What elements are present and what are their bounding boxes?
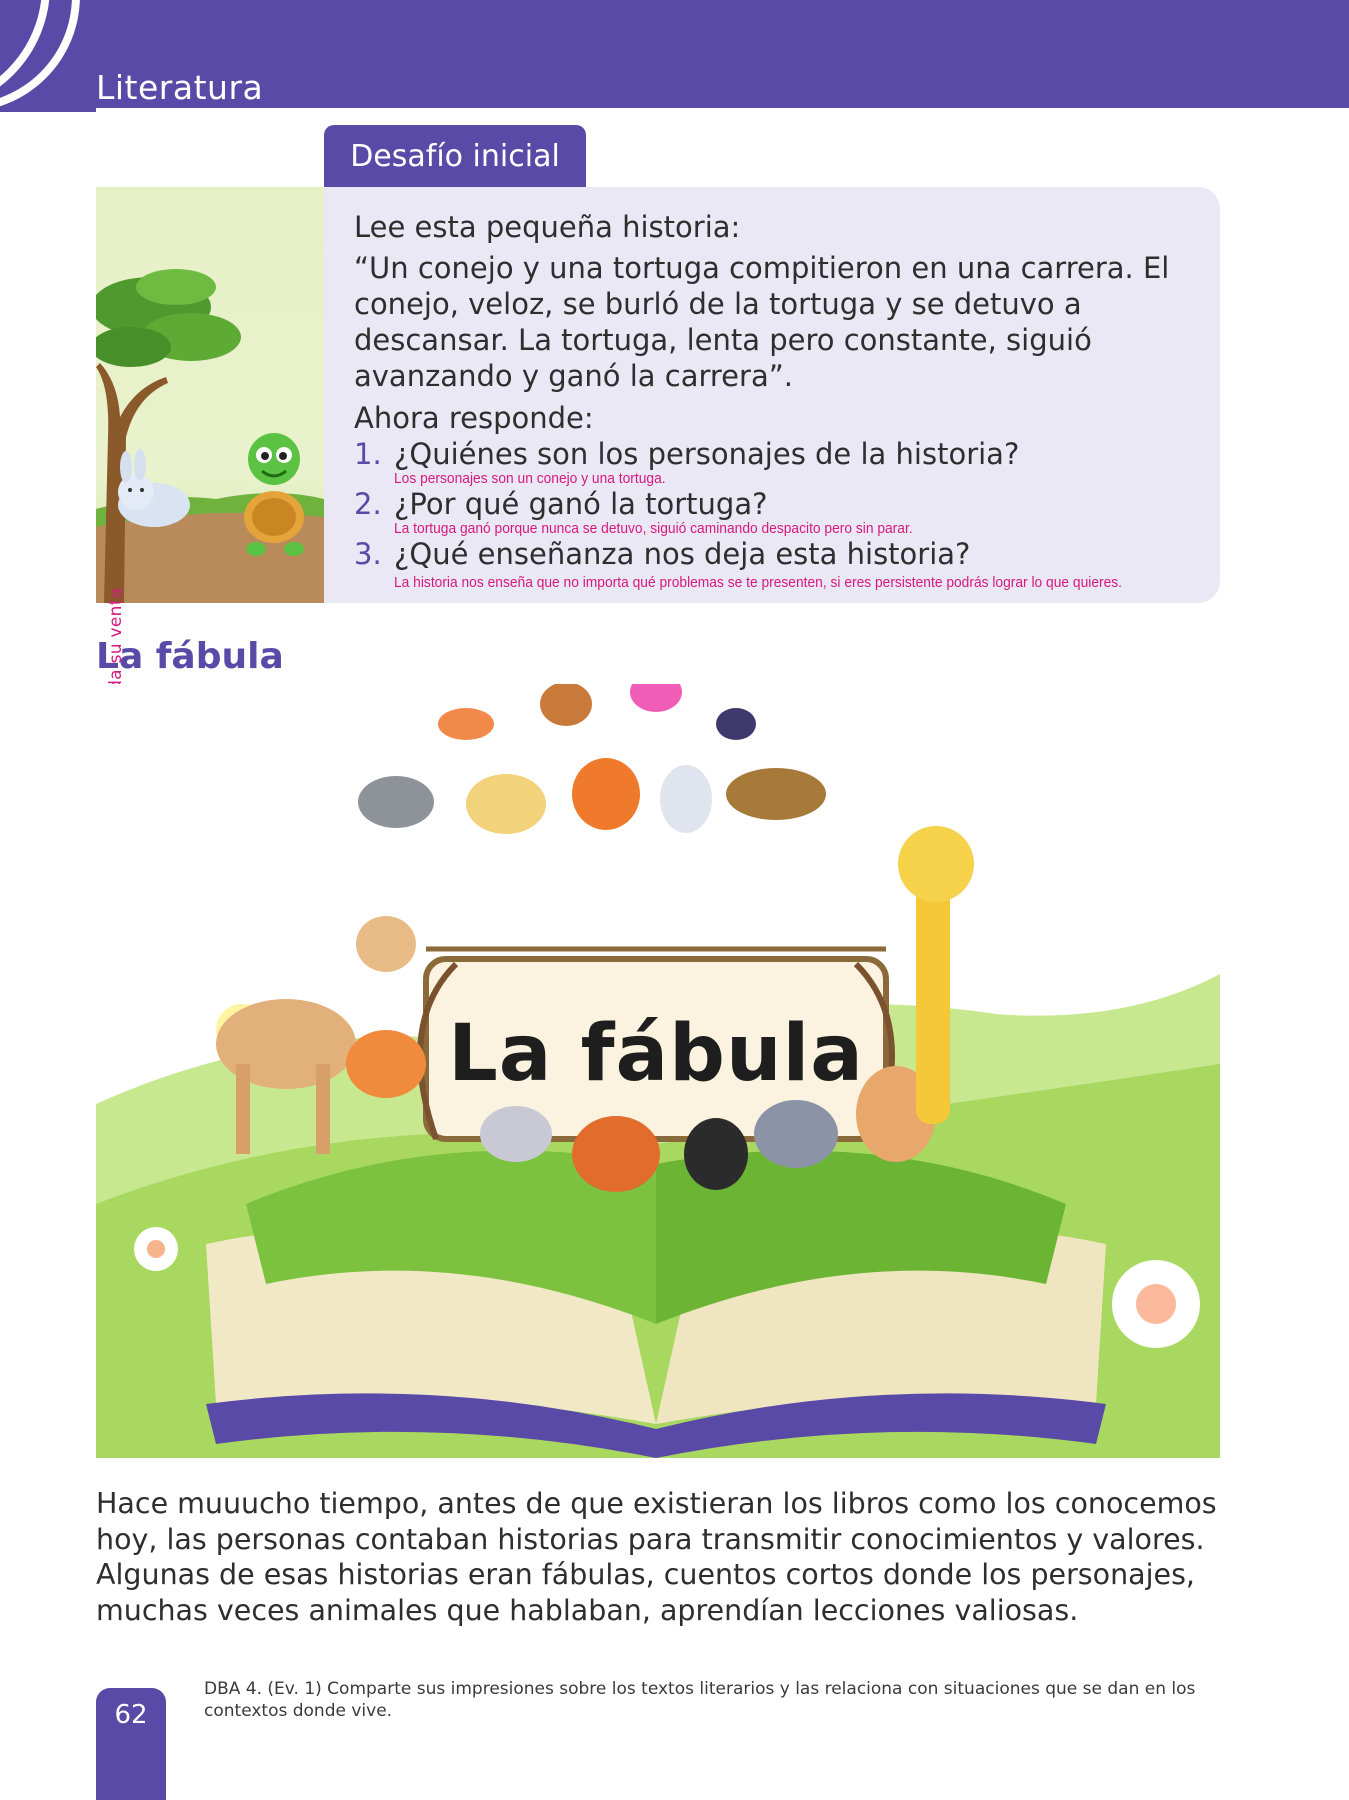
chapter-header	[0, 0, 1349, 112]
question-number: 3.	[354, 537, 382, 571]
challenge-prompt: Ahora responde:	[354, 401, 594, 435]
fable-illustration	[96, 684, 1220, 1458]
question-text: ¿Quiénes son los personajes de la historia?	[394, 437, 1020, 471]
page-number: 62	[114, 1700, 148, 1730]
challenge-content	[354, 209, 1204, 590]
illustration-sign-text: La fábula	[448, 1009, 864, 1099]
header-underline	[96, 108, 1349, 112]
challenge-tab: Desafío inicial	[324, 125, 586, 187]
dba-footnote: DBA 4. (Ev. 1) Comparte sus impresiones sobre los textos literarios y las relaciona con situaciones que se dan en los contextos donde vive.	[204, 1679, 1196, 1721]
rabbit-tortoise-drawing	[96, 187, 324, 603]
question-number: 1.	[354, 437, 382, 471]
challenge-story: “Un conejo y una tortuga compitieron en una carrera. El conejo, veloz, se burló de la tortuga y se detuvo a descansar. La tortuga, lenta pero constante, siguió avanzando y ganó la carrera”.	[354, 251, 1170, 393]
rabbit-tortoise-illustration	[96, 187, 324, 603]
question-number: 2.	[354, 487, 382, 521]
question-3	[354, 536, 1204, 572]
section-title: La fábula	[96, 636, 284, 677]
chapter-title: Literatura	[96, 68, 264, 107]
fable-intro-paragraph: Hace muuucho tiempo, antes de que existieran los libros como los conocemos hoy, las personas contaban historias para transmitir conocimientos y valores. Algunas de esas historias eran fábulas, cuentos cortos donde los personajes, muchas veces animales que hablaban, aprendían lecciones valiosas.	[96, 1487, 1217, 1627]
answer-2: La tortuga ganó porque nunca se detuvo, siguió caminando despacito pero sin parar.	[394, 520, 913, 537]
answer-1: Los personajes son un conejo y una tortuga.	[394, 470, 666, 487]
header-decor-arc-inner	[0, 0, 80, 112]
challenge-panel	[96, 187, 1220, 603]
challenge-intro: Lee esta pequeña historia:	[354, 210, 741, 244]
question-text: ¿Qué enseñanza nos deja esta historia?	[394, 537, 971, 571]
answer-3: La historia nos enseña que no importa qué problemas se te presenten, si eres persistente podrás lograr lo que quieres.	[394, 574, 1123, 591]
page-number-tab	[96, 1688, 166, 1800]
question-1	[354, 436, 1204, 472]
question-text: ¿Por qué ganó la tortuga?	[394, 487, 768, 521]
question-2	[354, 486, 1204, 522]
